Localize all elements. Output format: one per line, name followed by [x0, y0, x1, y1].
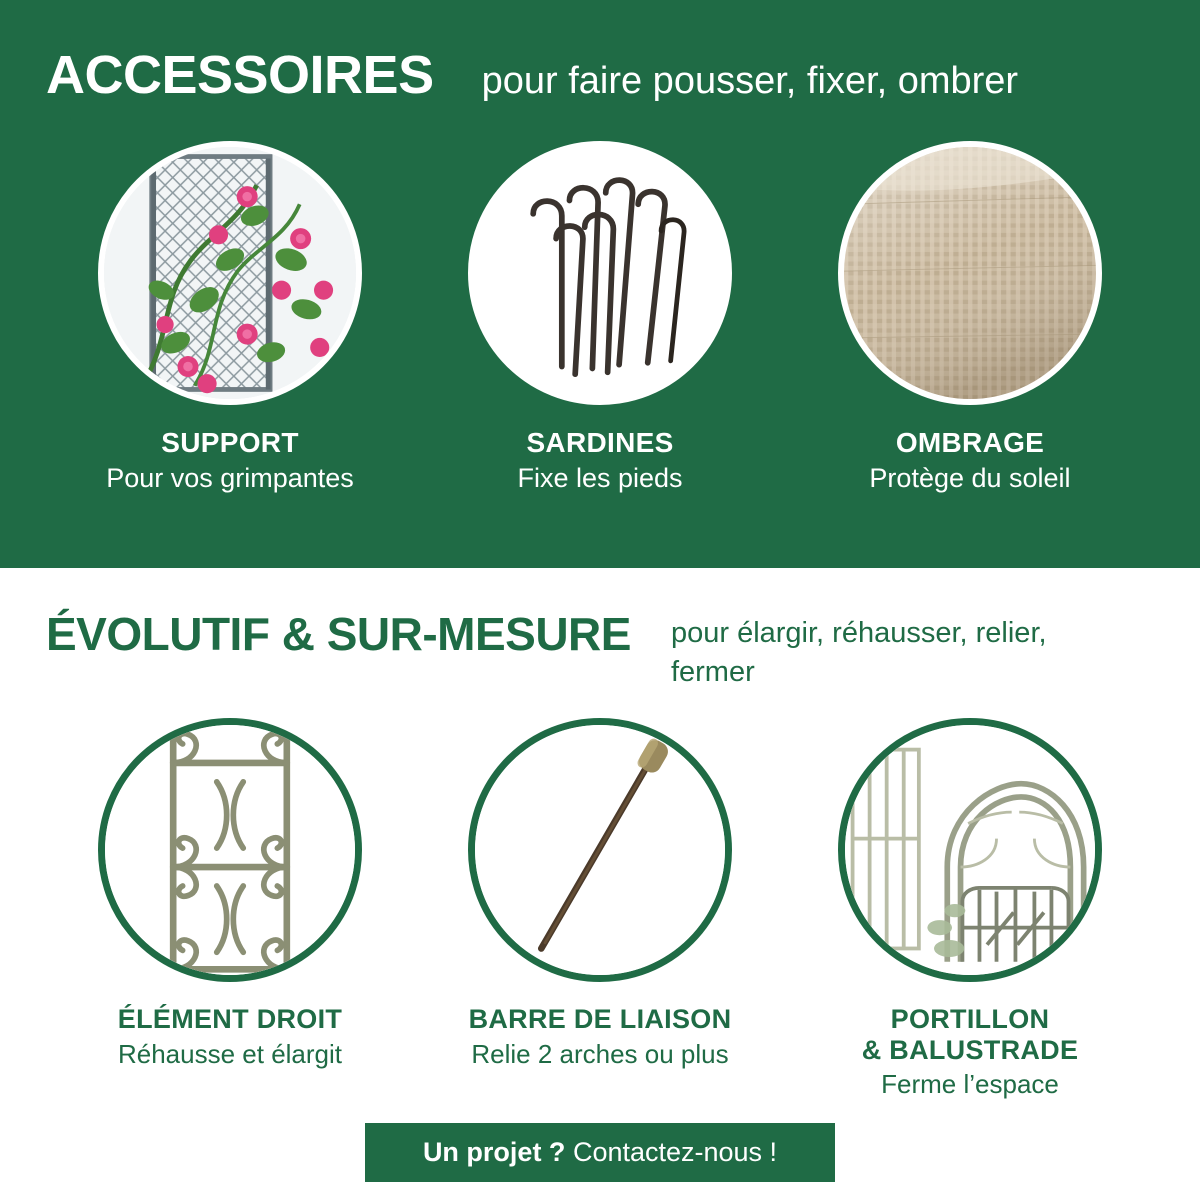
ground-stakes-photo-icon [468, 141, 732, 405]
card-portillon-balustrade[interactable] [800, 718, 1140, 1099]
gate-balustrade-drawing-icon [838, 718, 1102, 982]
cta-container [0, 1123, 1200, 1182]
card-element-droit-label: ÉLÉMENT DROIT [117, 1004, 343, 1035]
accessories-heading [40, 45, 1160, 105]
card-portillon-label-line1: PORTILLON [890, 1004, 1050, 1035]
card-element-droit-sub: Réhausse et élargit [117, 1038, 343, 1069]
cta-light-text: Contactez-nous ! [572, 1137, 778, 1167]
card-ombrage-sub: Protège du soleil [869, 462, 1071, 493]
card-barre-liaison-sub: Relie 2 arches ou plus [471, 1038, 729, 1069]
card-barre-liaison[interactable] [430, 718, 770, 1099]
card-element-droit[interactable] [60, 718, 400, 1099]
card-sardines-sub: Fixe les pieds [517, 462, 683, 493]
accessories-subtitle: pour faire pousser, fixer, ombrer [481, 60, 1019, 102]
modular-heading [40, 610, 1160, 692]
accessories-card-list [40, 141, 1160, 494]
card-ombrage[interactable] [800, 141, 1140, 494]
modular-section [0, 568, 1200, 1200]
card-barre-liaison-label: BARRE DE LIAISON [468, 1004, 732, 1035]
cta-strong-text: Un projet ? [422, 1137, 566, 1167]
connecting-bar-drawing-icon [468, 718, 732, 982]
card-ombrage-label: OMBRAGE [895, 426, 1045, 458]
accessories-section [0, 0, 1200, 568]
card-sardines-label: SARDINES [526, 426, 674, 458]
modular-title: ÉVOLUTIF & SUR-MESURE [46, 608, 631, 660]
trellis-climbing-plant-photo-icon [98, 141, 362, 405]
modular-subtitle: pour élargir, réhausser, relier, fermer [670, 617, 1047, 689]
card-support-sub: Pour vos grimpantes [106, 462, 354, 493]
card-portillon-label-line2: & BALUSTRADE [861, 1034, 1079, 1065]
straight-element-drawing-icon [98, 718, 362, 982]
shade-fabric-photo-icon [838, 141, 1102, 405]
card-portillon-sub: Ferme l’espace [881, 1068, 1059, 1099]
modular-card-list [40, 718, 1160, 1099]
card-support-label: SUPPORT [161, 426, 299, 458]
card-sardines[interactable] [430, 141, 770, 494]
contact-cta-button[interactable] [365, 1123, 835, 1182]
card-support[interactable] [60, 141, 400, 494]
accessories-title: ACCESSOIRES [46, 45, 434, 105]
